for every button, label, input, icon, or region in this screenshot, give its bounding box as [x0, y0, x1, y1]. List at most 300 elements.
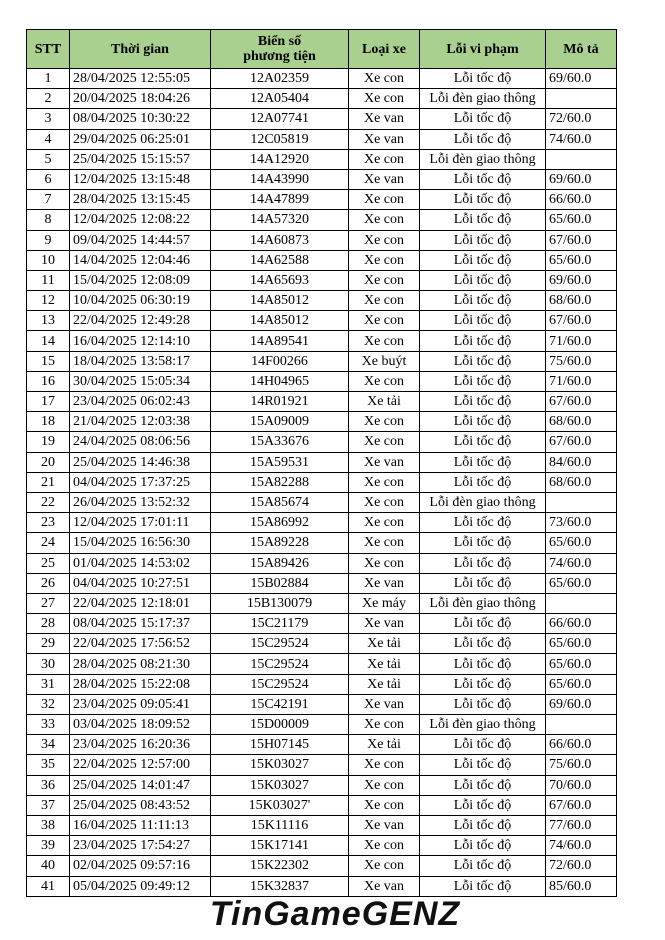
cell-vehicle-type: Xe tải: [349, 634, 420, 654]
cell-stt: 1: [27, 69, 70, 89]
table-row: [27, 836, 617, 856]
cell-vehicle-type: Xe con: [349, 69, 420, 89]
cell-violation: Lỗi tốc độ: [420, 412, 546, 432]
cell-stt: 4: [27, 129, 70, 149]
table-row: [27, 291, 617, 311]
cell-plate: 14A12920: [211, 149, 349, 169]
cell-description: 66/60.0: [546, 614, 617, 634]
cell-plate: 15K03027: [211, 755, 349, 775]
cell-stt: 7: [27, 190, 70, 210]
cell-plate: 12A02359: [211, 69, 349, 89]
cell-violation: Lỗi tốc độ: [420, 654, 546, 674]
cell-vehicle-type: Xe con: [349, 291, 420, 311]
cell-vehicle-type: Xe máy: [349, 593, 420, 613]
cell-time: 22/04/2025 12:49:28: [70, 311, 211, 331]
cell-time: 23/04/2025 09:05:41: [70, 694, 211, 714]
cell-violation: Lỗi tốc độ: [420, 775, 546, 795]
table-header: [27, 30, 617, 69]
cell-violation: Lỗi tốc độ: [420, 210, 546, 230]
cell-violation: Lỗi đèn giao thông: [420, 492, 546, 512]
cell-description: 71/60.0: [546, 331, 617, 351]
table-row: [27, 492, 617, 512]
table-row: [27, 795, 617, 815]
table-row: [27, 614, 617, 634]
cell-time: 01/04/2025 14:53:02: [70, 553, 211, 573]
cell-plate: 14A43990: [211, 169, 349, 189]
cell-plate: 14A60873: [211, 230, 349, 250]
cell-stt: 10: [27, 250, 70, 270]
cell-vehicle-type: Xe tải: [349, 735, 420, 755]
cell-time: 16/04/2025 12:14:10: [70, 331, 211, 351]
cell-violation: Lỗi tốc độ: [420, 129, 546, 149]
cell-stt: 18: [27, 412, 70, 432]
cell-violation: Lỗi tốc độ: [420, 371, 546, 391]
header-vehicle-type: Loại xe: [349, 30, 420, 69]
cell-plate: 15A86992: [211, 513, 349, 533]
cell-plate: 15K11116: [211, 815, 349, 835]
cell-time: 21/04/2025 12:03:38: [70, 412, 211, 432]
cell-description: 65/60.0: [546, 634, 617, 654]
cell-plate: 15K17141: [211, 836, 349, 856]
table-row: [27, 472, 617, 492]
cell-plate: 14A89541: [211, 331, 349, 351]
header-violation: Lỗi vi phạm: [420, 30, 546, 69]
cell-time: 08/04/2025 15:17:37: [70, 614, 211, 634]
cell-plate: 15C29524: [211, 654, 349, 674]
cell-time: 12/04/2025 17:01:11: [70, 513, 211, 533]
cell-vehicle-type: Xe con: [349, 311, 420, 331]
cell-vehicle-type: Xe van: [349, 614, 420, 634]
cell-vehicle-type: Xe van: [349, 129, 420, 149]
cell-time: 22/04/2025 12:18:01: [70, 593, 211, 613]
cell-time: 22/04/2025 12:57:00: [70, 755, 211, 775]
cell-description: 68/60.0: [546, 472, 617, 492]
header-time: Thời gian: [70, 30, 211, 69]
cell-description: 67/60.0: [546, 432, 617, 452]
cell-stt: 19: [27, 432, 70, 452]
cell-description: 67/60.0: [546, 230, 617, 250]
cell-vehicle-type: Xe tải: [349, 392, 420, 412]
cell-time: 25/04/2025 14:01:47: [70, 775, 211, 795]
table-row: [27, 412, 617, 432]
cell-vehicle-type: Xe van: [349, 876, 420, 896]
cell-description: 67/60.0: [546, 311, 617, 331]
cell-vehicle-type: Xe con: [349, 775, 420, 795]
cell-time: 03/04/2025 18:09:52: [70, 715, 211, 735]
cell-plate: 14F00266: [211, 351, 349, 371]
cell-plate: 15C21179: [211, 614, 349, 634]
table-row: [27, 250, 617, 270]
cell-plate: 15A89426: [211, 553, 349, 573]
cell-description: 75/60.0: [546, 755, 617, 775]
cell-description: 69/60.0: [546, 694, 617, 714]
cell-stt: 20: [27, 452, 70, 472]
cell-vehicle-type: Xe van: [349, 815, 420, 835]
table-row: [27, 755, 617, 775]
cell-violation: Lỗi đèn giao thông: [420, 89, 546, 109]
cell-time: 15/04/2025 16:56:30: [70, 533, 211, 553]
cell-description: 74/60.0: [546, 836, 617, 856]
cell-time: 25/04/2025 08:43:52: [70, 795, 211, 815]
cell-stt: 37: [27, 795, 70, 815]
cell-time: 28/04/2025 15:22:08: [70, 674, 211, 694]
cell-vehicle-type: Xe con: [349, 513, 420, 533]
cell-description: 66/60.0: [546, 190, 617, 210]
cell-violation: Lỗi đèn giao thông: [420, 593, 546, 613]
cell-plate: 14A57320: [211, 210, 349, 230]
cell-description: 65/60.0: [546, 573, 617, 593]
cell-violation: Lỗi tốc độ: [420, 553, 546, 573]
cell-time: 23/04/2025 06:02:43: [70, 392, 211, 412]
cell-vehicle-type: Xe con: [349, 412, 420, 432]
cell-vehicle-type: Xe con: [349, 230, 420, 250]
cell-stt: 5: [27, 149, 70, 169]
cell-description: 67/60.0: [546, 795, 617, 815]
cell-violation: Lỗi tốc độ: [420, 472, 546, 492]
cell-vehicle-type: Xe buýt: [349, 351, 420, 371]
cell-description: [546, 149, 617, 169]
cell-vehicle-type: Xe con: [349, 210, 420, 230]
cell-violation: Lỗi tốc độ: [420, 351, 546, 371]
cell-description: 65/60.0: [546, 250, 617, 270]
table-row: [27, 129, 617, 149]
cell-vehicle-type: Xe con: [349, 432, 420, 452]
cell-time: 15/04/2025 12:08:09: [70, 270, 211, 290]
header-plate: [211, 30, 349, 69]
cell-stt: 39: [27, 836, 70, 856]
cell-stt: 22: [27, 492, 70, 512]
cell-stt: 34: [27, 735, 70, 755]
cell-violation: Lỗi tốc độ: [420, 250, 546, 270]
cell-description: 74/60.0: [546, 553, 617, 573]
cell-stt: 17: [27, 392, 70, 412]
cell-stt: 29: [27, 634, 70, 654]
cell-stt: 30: [27, 654, 70, 674]
cell-stt: 14: [27, 331, 70, 351]
cell-vehicle-type: Xe con: [349, 553, 420, 573]
cell-stt: 11: [27, 270, 70, 290]
table-row: [27, 513, 617, 533]
cell-vehicle-type: Xe con: [349, 533, 420, 553]
cell-plate: 15C29524: [211, 634, 349, 654]
table-row: [27, 452, 617, 472]
header-description: Mô tả: [546, 30, 617, 69]
cell-vehicle-type: Xe con: [349, 795, 420, 815]
table-row: [27, 775, 617, 795]
cell-vehicle-type: Xe con: [349, 250, 420, 270]
cell-description: 67/60.0: [546, 392, 617, 412]
header-plate-line1: Biển số: [257, 34, 302, 49]
table-row: [27, 856, 617, 876]
cell-violation: Lỗi đèn giao thông: [420, 715, 546, 735]
cell-vehicle-type: Xe con: [349, 472, 420, 492]
cell-description: 66/60.0: [546, 735, 617, 755]
cell-violation: Lỗi tốc độ: [420, 614, 546, 634]
cell-description: [546, 593, 617, 613]
cell-violation: Lỗi tốc độ: [420, 230, 546, 250]
cell-violation: Lỗi tốc độ: [420, 109, 546, 129]
cell-stt: 31: [27, 674, 70, 694]
cell-description: 75/60.0: [546, 351, 617, 371]
cell-stt: 35: [27, 755, 70, 775]
table-row: [27, 553, 617, 573]
cell-violation: Lỗi tốc độ: [420, 836, 546, 856]
table-row: [27, 573, 617, 593]
cell-description: 72/60.0: [546, 856, 617, 876]
cell-vehicle-type: Xe con: [349, 856, 420, 876]
cell-stt: 8: [27, 210, 70, 230]
cell-time: 18/04/2025 13:58:17: [70, 351, 211, 371]
table-row: [27, 89, 617, 109]
cell-time: 20/04/2025 18:04:26: [70, 89, 211, 109]
cell-violation: Lỗi đèn giao thông: [420, 149, 546, 169]
cell-time: 25/04/2025 15:15:57: [70, 149, 211, 169]
cell-time: 30/04/2025 15:05:34: [70, 371, 211, 391]
cell-plate: 14A62588: [211, 250, 349, 270]
cell-plate: 15H07145: [211, 735, 349, 755]
cell-time: 04/04/2025 17:37:25: [70, 472, 211, 492]
cell-plate: 14A85012: [211, 311, 349, 331]
cell-description: 73/60.0: [546, 513, 617, 533]
table-row: [27, 69, 617, 89]
cell-description: [546, 89, 617, 109]
cell-plate: 15K03027: [211, 775, 349, 795]
cell-plate: 15A89228: [211, 533, 349, 553]
cell-description: [546, 492, 617, 512]
table-row: [27, 149, 617, 169]
cell-vehicle-type: Xe con: [349, 492, 420, 512]
cell-time: 28/04/2025 13:15:45: [70, 190, 211, 210]
table-row: [27, 674, 617, 694]
cell-stt: 27: [27, 593, 70, 613]
cell-plate: 15D00009: [211, 715, 349, 735]
cell-vehicle-type: Xe tải: [349, 674, 420, 694]
cell-violation: Lỗi tốc độ: [420, 795, 546, 815]
cell-time: 08/04/2025 10:30:22: [70, 109, 211, 129]
cell-description: 65/60.0: [546, 533, 617, 553]
cell-stt: 41: [27, 876, 70, 896]
cell-violation: Lỗi tốc độ: [420, 513, 546, 533]
cell-plate: 15B02884: [211, 573, 349, 593]
cell-description: 69/60.0: [546, 69, 617, 89]
cell-stt: 12: [27, 291, 70, 311]
table-row: [27, 392, 617, 412]
cell-stt: 36: [27, 775, 70, 795]
cell-vehicle-type: Xe con: [349, 190, 420, 210]
cell-violation: Lỗi tốc độ: [420, 735, 546, 755]
cell-plate: 15A82288: [211, 472, 349, 492]
cell-description: 69/60.0: [546, 270, 617, 290]
watermark-text: TinGameGENZ: [209, 895, 461, 933]
cell-plate: 12A05404: [211, 89, 349, 109]
cell-plate: 14A47899: [211, 190, 349, 210]
table-row: [27, 634, 617, 654]
cell-vehicle-type: Xe tải: [349, 654, 420, 674]
cell-violation: Lỗi tốc độ: [420, 291, 546, 311]
cell-time: 05/04/2025 09:49:12: [70, 876, 211, 896]
cell-stt: 26: [27, 573, 70, 593]
cell-time: 22/04/2025 17:56:52: [70, 634, 211, 654]
cell-stt: 2: [27, 89, 70, 109]
cell-stt: 23: [27, 513, 70, 533]
table-row: [27, 351, 617, 371]
cell-plate: 15A59531: [211, 452, 349, 472]
table-row: [27, 715, 617, 735]
cell-stt: 21: [27, 472, 70, 492]
table-row: [27, 815, 617, 835]
violation-table: [26, 29, 617, 897]
cell-time: 12/04/2025 12:08:22: [70, 210, 211, 230]
cell-vehicle-type: Xe van: [349, 694, 420, 714]
cell-time: 10/04/2025 06:30:19: [70, 291, 211, 311]
cell-violation: Lỗi tốc độ: [420, 755, 546, 775]
cell-time: 25/04/2025 14:46:38: [70, 452, 211, 472]
cell-description: 65/60.0: [546, 210, 617, 230]
cell-stt: 28: [27, 614, 70, 634]
cell-stt: 13: [27, 311, 70, 331]
cell-plate: 15C29524: [211, 674, 349, 694]
cell-plate: 15B130079: [211, 593, 349, 613]
cell-description: 65/60.0: [546, 654, 617, 674]
cell-time: 12/04/2025 13:15:48: [70, 169, 211, 189]
table-row: [27, 694, 617, 714]
cell-vehicle-type: Xe con: [349, 836, 420, 856]
cell-stt: 40: [27, 856, 70, 876]
cell-description: [546, 715, 617, 735]
cell-plate: 12A07741: [211, 109, 349, 129]
cell-plate: 15A85674: [211, 492, 349, 512]
cell-stt: 25: [27, 553, 70, 573]
cell-violation: Lỗi tốc độ: [420, 674, 546, 694]
cell-time: 28/04/2025 12:55:05: [70, 69, 211, 89]
cell-description: 65/60.0: [546, 674, 617, 694]
cell-vehicle-type: Xe con: [349, 371, 420, 391]
table-row: [27, 593, 617, 613]
cell-stt: 32: [27, 694, 70, 714]
table-row: [27, 190, 617, 210]
header-row: [27, 30, 617, 69]
cell-description: 84/60.0: [546, 452, 617, 472]
watermark-logo: [195, 890, 475, 936]
cell-time: 23/04/2025 17:54:27: [70, 836, 211, 856]
cell-violation: Lỗi tốc độ: [420, 392, 546, 412]
cell-violation: Lỗi tốc độ: [420, 573, 546, 593]
cell-plate: 15C42191: [211, 694, 349, 714]
cell-violation: Lỗi tốc độ: [420, 432, 546, 452]
cell-violation: Lỗi tốc độ: [420, 452, 546, 472]
cell-vehicle-type: Xe van: [349, 169, 420, 189]
cell-vehicle-type: Xe van: [349, 109, 420, 129]
table-row: [27, 331, 617, 351]
table-row: [27, 109, 617, 129]
cell-vehicle-type: Xe van: [349, 573, 420, 593]
cell-description: 85/60.0: [546, 876, 617, 896]
cell-vehicle-type: Xe con: [349, 331, 420, 351]
cell-description: 74/60.0: [546, 129, 617, 149]
table-row: [27, 432, 617, 452]
table-row: [27, 654, 617, 674]
cell-time: 09/04/2025 14:44:57: [70, 230, 211, 250]
cell-violation: Lỗi tốc độ: [420, 190, 546, 210]
cell-stt: 15: [27, 351, 70, 371]
cell-vehicle-type: Xe con: [349, 89, 420, 109]
cell-plate: 15A09009: [211, 412, 349, 432]
cell-time: 28/04/2025 08:21:30: [70, 654, 211, 674]
cell-description: 69/60.0: [546, 169, 617, 189]
table-row: [27, 371, 617, 391]
cell-violation: Lỗi tốc độ: [420, 331, 546, 351]
cell-time: 02/04/2025 09:57:16: [70, 856, 211, 876]
table-body: [27, 69, 617, 897]
cell-stt: 6: [27, 169, 70, 189]
cell-description: 72/60.0: [546, 109, 617, 129]
cell-description: 68/60.0: [546, 412, 617, 432]
cell-plate: 14A85012: [211, 291, 349, 311]
cell-time: 14/04/2025 12:04:46: [70, 250, 211, 270]
cell-violation: Lỗi tốc độ: [420, 533, 546, 553]
cell-violation: Lỗi tốc độ: [420, 311, 546, 331]
cell-description: 70/60.0: [546, 775, 617, 795]
cell-plate: 15K03027': [211, 795, 349, 815]
cell-plate: 12C05819: [211, 129, 349, 149]
cell-time: 29/04/2025 06:25:01: [70, 129, 211, 149]
cell-time: 16/04/2025 11:11:13: [70, 815, 211, 835]
table-row: [27, 735, 617, 755]
cell-stt: 9: [27, 230, 70, 250]
cell-time: 23/04/2025 16:20:36: [70, 735, 211, 755]
cell-time: 26/04/2025 13:52:32: [70, 492, 211, 512]
cell-plate: 15K22302: [211, 856, 349, 876]
table-row: [27, 533, 617, 553]
cell-plate: 15K32837: [211, 876, 349, 896]
cell-description: 77/60.0: [546, 815, 617, 835]
cell-vehicle-type: Xe con: [349, 755, 420, 775]
cell-plate: 15A33676: [211, 432, 349, 452]
cell-violation: Lỗi tốc độ: [420, 634, 546, 654]
cell-violation: Lỗi tốc độ: [420, 69, 546, 89]
cell-plate: 14H04965: [211, 371, 349, 391]
cell-stt: 33: [27, 715, 70, 735]
cell-stt: 3: [27, 109, 70, 129]
table-row: [27, 270, 617, 290]
cell-stt: 16: [27, 371, 70, 391]
cell-vehicle-type: Xe con: [349, 270, 420, 290]
cell-description: 71/60.0: [546, 371, 617, 391]
cell-vehicle-type: Xe van: [349, 452, 420, 472]
cell-violation: Lỗi tốc độ: [420, 876, 546, 896]
violation-table-container: [26, 29, 616, 897]
table-row: [27, 169, 617, 189]
cell-time: 24/04/2025 08:06:56: [70, 432, 211, 452]
cell-time: 04/04/2025 10:27:51: [70, 573, 211, 593]
cell-violation: Lỗi tốc độ: [420, 856, 546, 876]
cell-violation: Lỗi tốc độ: [420, 169, 546, 189]
table-row: [27, 210, 617, 230]
cell-violation: Lỗi tốc độ: [420, 815, 546, 835]
cell-stt: 24: [27, 533, 70, 553]
table-row: [27, 230, 617, 250]
cell-vehicle-type: Xe con: [349, 149, 420, 169]
cell-description: 68/60.0: [546, 291, 617, 311]
header-plate-line2: phương tiện: [243, 49, 316, 64]
cell-violation: Lỗi tốc độ: [420, 694, 546, 714]
cell-plate: 14R01921: [211, 392, 349, 412]
cell-plate: 14A65693: [211, 270, 349, 290]
cell-violation: Lỗi tốc độ: [420, 270, 546, 290]
cell-stt: 38: [27, 815, 70, 835]
header-stt: STT: [27, 30, 70, 69]
cell-vehicle-type: Xe con: [349, 715, 420, 735]
